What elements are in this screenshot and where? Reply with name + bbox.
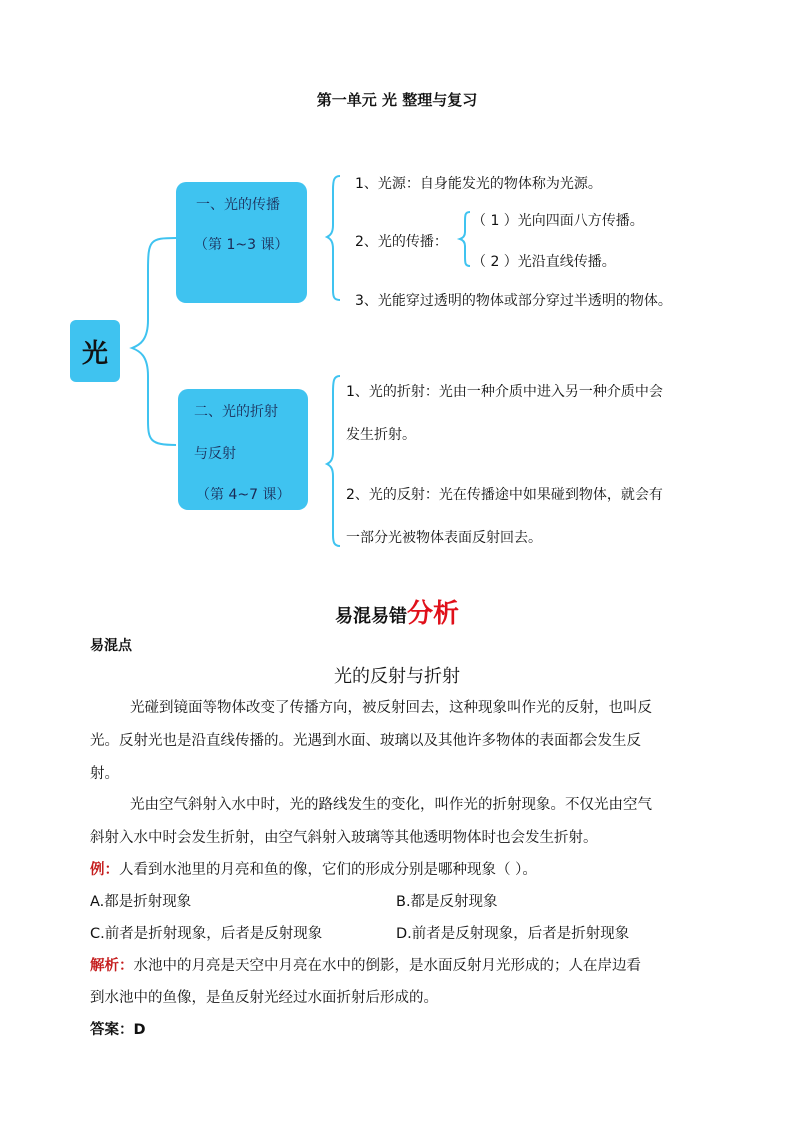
option-b: B.都是反射现象: [396, 894, 498, 910]
paragraph-reflection: [90, 692, 710, 791]
branch1-item-1: 1、光源：自身能发光的物体称为光源。: [355, 176, 602, 192]
subheading: 易混点: [90, 638, 132, 654]
branch2-node: [178, 389, 308, 510]
example-label: 例：: [90, 862, 119, 878]
root-node: 光: [70, 320, 120, 382]
paragraph-refraction: [90, 789, 710, 855]
example-question: [90, 858, 537, 879]
option-a: A.都是折射现象: [90, 894, 192, 910]
branch1-item-2: 2、光的传播：: [355, 234, 448, 250]
root-brace: [132, 238, 176, 445]
section-heading-red: 分析: [406, 599, 459, 629]
branch2-brace: [327, 376, 340, 546]
para1-line3: 射。: [90, 766, 119, 782]
answer-label: 答案：: [90, 1022, 134, 1038]
para2-line1: 光由空气斜射入水中时，光的路线发生的变化，叫作光的折射现象。不仅光由空气: [130, 797, 652, 813]
section-heading: [0, 593, 794, 630]
answer: [90, 1018, 146, 1039]
para1-line1: 光碰到镜面等物体改变了传播方向，被反射回去，这种现象叫作光的反射，也叫反: [130, 700, 652, 716]
para1-line2: 光。反射光也是沿直线传播的。光遇到水面、玻璃以及其他许多物体的表面都会发生反: [90, 733, 641, 749]
propagation-brace: [460, 212, 470, 266]
analysis: [90, 950, 710, 1014]
section-heading-black: 易混易错: [334, 606, 407, 627]
example-text: 人看到水池里的月亮和鱼的像，它们的形成分别是哪种现象（ ）。: [119, 862, 537, 878]
branch2-item-1b: 发生折射。: [346, 427, 416, 443]
para2-line2: 斜射入水中时会发生折射，由空气斜射入玻璃等其他透明物体时也会发生折射。: [90, 830, 598, 846]
branch2-item-1a: 1、光的折射：光由一种介质中进入另一种介质中会: [346, 384, 663, 400]
branch2-item-2a: 2、光的反射：光在传播途中如果碰到物体，就会有: [346, 487, 663, 503]
option-d: D.前者是反射现象，后者是折射现象: [396, 926, 630, 942]
analysis-label: 解析：: [90, 958, 134, 974]
branch1-item-2b: （ 2 ）光沿直线传播。: [472, 254, 616, 270]
branch2-title-cont: 与反射: [194, 446, 236, 462]
topic-title: 光的反射与折射: [334, 666, 460, 687]
branch2-title: 二、光的折射: [194, 404, 278, 420]
analysis-line1: 水池中的月亮是天空中月亮在水中的倒影，是水面反射月光形成的；人在岸边看: [133, 958, 641, 974]
analysis-line2: 到水池中的鱼像，是鱼反射光经过水面折射后形成的。: [90, 990, 438, 1006]
branch1-brace: [327, 176, 340, 300]
answer-value: D: [133, 1022, 146, 1038]
branch2-lessons: （第 4~7 课）: [196, 487, 291, 503]
branch1-lessons: （第 1~3 课）: [194, 237, 289, 253]
branch1-item-2a: （ 1 ）光向四面八方传播。: [472, 213, 644, 229]
branch1-item-3: 3、光能穿过透明的物体或部分穿过半透明的物体。: [355, 293, 672, 309]
branch1-title: 一、光的传播: [196, 197, 280, 213]
option-c: C.前者是折射现象，后者是反射现象: [90, 926, 323, 942]
branch1-node: [176, 182, 307, 303]
branch2-item-2b: 一部分光被物体表面反射回去。: [346, 530, 542, 546]
page-title: 第一单元 光 整理与复习: [316, 91, 478, 109]
